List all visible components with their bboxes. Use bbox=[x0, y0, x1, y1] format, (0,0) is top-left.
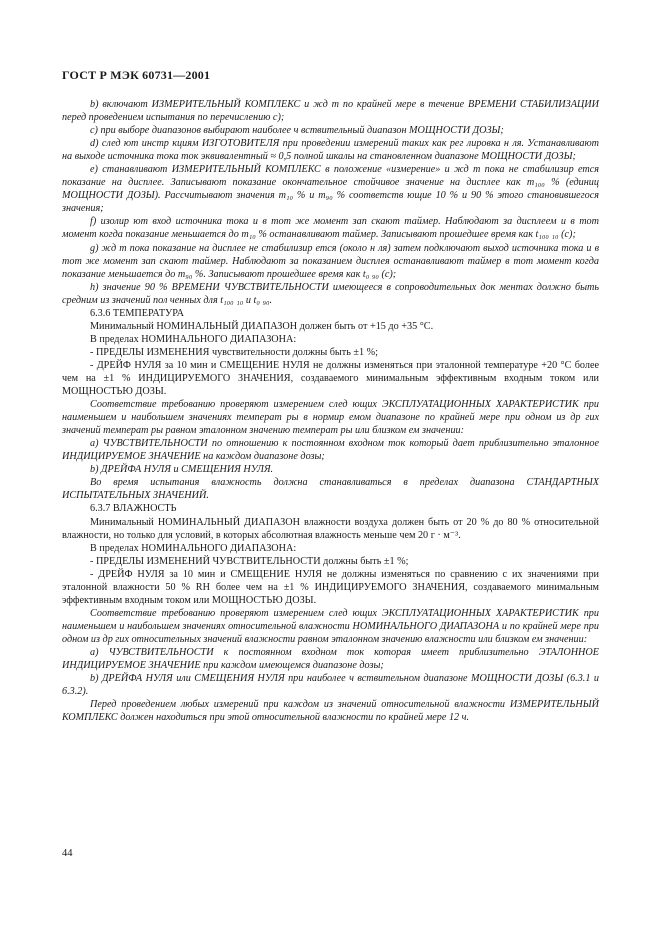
paragraph: - ПРЕДЕЛЫ ИЗМЕНЕНИЯ чувствительности должны быть ±1 %; bbox=[90, 346, 378, 358]
paragraph: Минимальный НОМИНАЛЬНЫЙ ДИАПАЗОН должен быть от +15 до +35 °С. bbox=[90, 320, 434, 332]
paragraph: Во время испытания влажность должна станавливаться в пределах диапазона СТАНДАРТНЫХ ИСПЫТАТЕЛЬНЫХ ЗНАЧЕНИЙ. bbox=[62, 477, 599, 502]
paragraph: 6.3.6 ТЕМПЕРАТУРА bbox=[90, 307, 184, 319]
paragraph: - ДРЕЙФ НУЛЯ за 10 мин и СМЕЩЕНИЕ НУЛЯ не должны изменяться по сравнению с их значениями при эталонной влажности 50 % RH более чем на ±1 % ИНДИЦИРУЕМОГО ЗНАЧЕНИЯ, создаваемого минимальным эффективным входным током или МОЩНОСТЬЮ ДОЗЫ. bbox=[62, 568, 599, 606]
paragraph: Перед проведением любых измерений при каждом из значений относительной влажности ИЗМЕРИТЕЛЬНЫЙ КОМПЛЕКС должен находиться при этой относительной влажности по крайней мере 12 ч. bbox=[62, 699, 599, 724]
paragraph: g) жд т пока показание на дисплее не стабилизир ется (около н ля) затем подключают выход источника тока и в тот же момент зап скают таймер. Наблюдают за показанием дисплея останавливают таймер в тот момент когда показание меньшается до m₉₀ %. Записывают прошедшее время как t₀ ₉₀ (с); bbox=[62, 242, 599, 280]
paragraph: e) станавливают ИЗМЕРИТЕЛЬНЫЙ КОМПЛЕКС в положение «измерение» и жд т пока не стабилизир ется показание на дисплее. Записывают показание окончательное стойчивое значение на дисплее как m₁₀₀ % (единиц МОЩНОСТИ ДОЗЫ). Рассчитывают значения m₁₀ % и m₉₀ % соответств ющие 10 % и 90 % этого становившегося значения; bbox=[62, 164, 599, 215]
paragraph: c) при выборе диапазонов выбирают наиболее ч вствительный диапазон МОЩНОСТИ ДОЗЫ; bbox=[90, 125, 504, 137]
paragraph: 6.3.7 ВЛАЖНОСТЬ bbox=[90, 503, 177, 515]
paragraph: Соответствие требованию проверяют измерением след ющих ЭКСПЛУАТАЦИОННЫХ ХАРАКТЕРИСТИК при наименьшем и наибольшем значениях температ ры в нормир емом диапазоне по крайней мере при одном из др гих значений температ ры равном эталонном значению температ ры или близком ем значении: bbox=[62, 399, 599, 437]
paragraph: Минимальный НОМИНАЛЬНЫЙ ДИАПАЗОН влажности воздуха должен быть от 20 % до 80 % относительной влажности, но только для условий, в которых абсолютная влажность меньше чем 20 г · м⁻³. bbox=[62, 516, 599, 541]
paragraph: f) изолир ют вход источника тока и в тот же момент зап скают таймер. Наблюдают за дисплеем и в тот момент когда показание меньшается до m₁₀ % останавливают таймер. Записывают прошедшее время как t₁₀₀ ₁₀ (с); bbox=[62, 216, 599, 241]
document-body bbox=[62, 98, 599, 724]
paragraph: b) включают ИЗМЕРИТЕЛЬНЫЙ КОМПЛЕКС и жд т по крайней мере в течение ВРЕМЕНИ СТАБИЛИЗАЦИИ перед проведением испытания по перечислению с); bbox=[62, 99, 599, 124]
paragraph: В пределах НОМИНАЛЬНОГО ДИАПАЗОНА: bbox=[90, 333, 297, 345]
paragraph: b) ДРЕЙФА НУЛЯ и СМЕЩЕНИЯ НУЛЯ. bbox=[90, 464, 274, 476]
page-header: ГОСТ Р МЭК 60731—2001 bbox=[62, 68, 211, 82]
paragraph: d) след ют инстр кциям ИЗГОТОВИТЕЛЯ при проведении измерений таких как рег лировка н ля. Устанавливают на выходе источника тока ток эквивалентный ≈ 0,5 полной шкалы на становленном диапазоне МОЩНОСТИ ДОЗЫ; bbox=[62, 138, 599, 163]
paragraph: a) ЧУВСТВИТЕЛЬНОСТИ по отношению к постоянном входном ток который дает приблизительно эталонное ИНДИЦИРУЕМОЕ ЗНАЧЕНИЕ на каждом диапазоне дозы; bbox=[62, 438, 599, 463]
paragraph: - ПРЕДЕЛЫ ИЗМЕНЕНИЙ ЧУВСТВИТЕЛЬНОСТИ должны быть ±1 %; bbox=[90, 555, 409, 567]
paragraph: В пределах НОМИНАЛЬНОГО ДИАПАЗОНА: bbox=[90, 542, 297, 554]
paragraph: b) ДРЕЙФА НУЛЯ или СМЕЩЕНИЯ НУЛЯ при наиболее ч вствительном диапазоне МОЩНОСТИ ДОЗЫ (6.3.1 и 6.3.2). bbox=[62, 673, 599, 698]
paragraph: h) значение 90 % ВРЕМЕНИ ЧУВСТВИТЕЛЬНОСТИ имеющееся в сопроводительных док ментах должно быть средним из значений пол ченных для t₁₀₀ ₁₀ и t₀ ₉₀. bbox=[62, 281, 599, 306]
page-number: 44 bbox=[62, 848, 73, 859]
paragraph: - ДРЕЙФ НУЛЯ за 10 мин и СМЕЩЕНИЕ НУЛЯ не должны изменяться при эталонной температуре +20 °С более чем на ±1 % ИНДИЦИРУЕМОГО ЗНАЧЕНИЯ, создаваемого минимальным эффективным входным током или МОЩНОСТЬЮ ДОЗЫ. bbox=[62, 359, 599, 398]
paragraph: a) ЧУВСТВИТЕЛЬНОСТИ к постоянном входном ток которая имеет приблизительно ЭТАЛОННОЕ ИНДИЦИРУЕМОЕ ЗНАЧЕНИЕ при каждом имеющемся диапазоне дозы; bbox=[62, 646, 599, 672]
paragraph: Соответствие требованию проверяют измерением след ющих ЭКСПЛУАТАЦИОННЫХ ХАРАКТЕРИСТИК при наименьшем и наибольшем значениях относительной влажности НОМИНАЛЬНОГО ДИАПАЗОНА и по крайней мере при одном из др гих относительных значений влажности равном эталонном значению влажности или близком ем значении: bbox=[62, 607, 599, 645]
